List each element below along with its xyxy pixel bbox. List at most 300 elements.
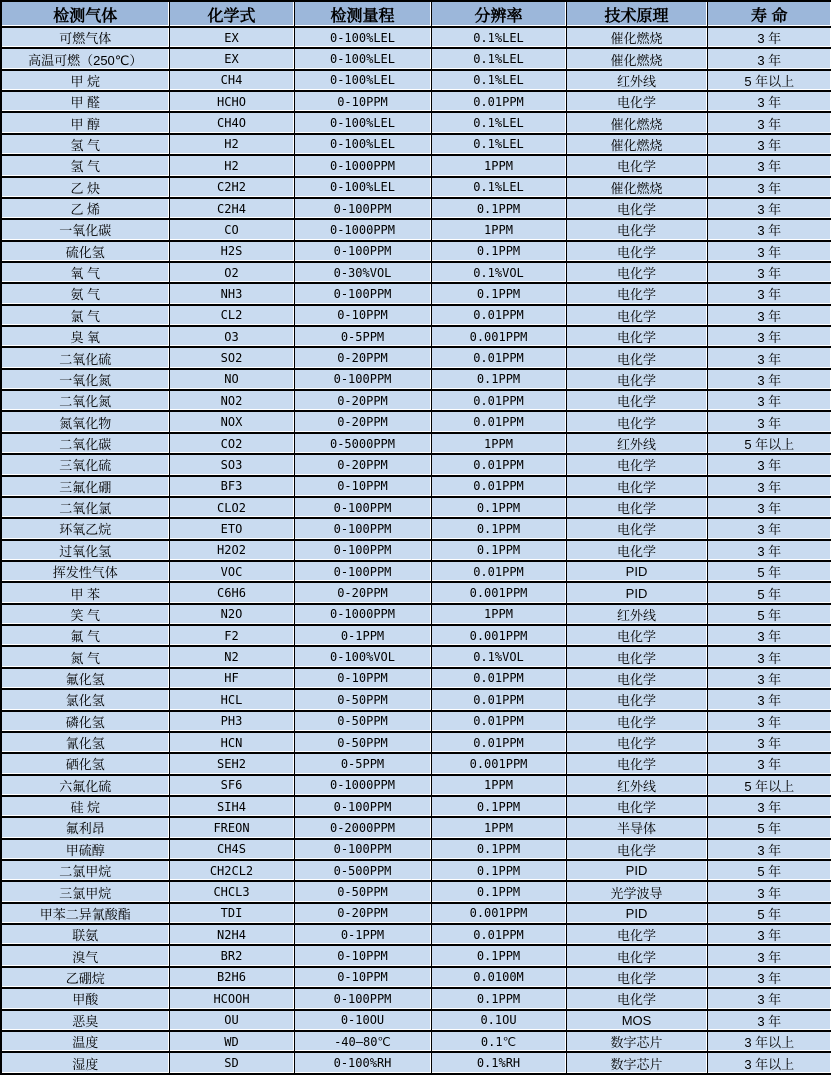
cell-chemical-formula: SF6 <box>169 775 294 796</box>
cell-resolution: 0.1%LEL <box>431 112 566 133</box>
cell-chemical-formula: HF <box>169 668 294 689</box>
cell-chemical-formula: O3 <box>169 326 294 347</box>
table-row <box>1 454 831 475</box>
cell-technology: 电化学 <box>566 155 707 176</box>
cell-lifespan: 5 年 <box>707 817 831 838</box>
cell-technology: 电化学 <box>566 711 707 732</box>
cell-lifespan: 5 年 <box>707 903 831 924</box>
table-row <box>1 540 831 561</box>
cell-detection-range: 0-100%LEL <box>294 70 431 91</box>
cell-technology: 半导体 <box>566 817 707 838</box>
cell-technology: 红外线 <box>566 70 707 91</box>
cell-lifespan: 3 年 <box>707 411 831 432</box>
cell-gas-name: 可燃气体 <box>1 27 169 48</box>
cell-chemical-formula: HCN <box>169 732 294 753</box>
cell-chemical-formula: CL2 <box>169 305 294 326</box>
cell-lifespan: 5 年 <box>707 561 831 582</box>
cell-resolution: 0.1%LEL <box>431 27 566 48</box>
table-row <box>1 112 831 133</box>
cell-detection-range: 0-10PPM <box>294 668 431 689</box>
cell-gas-name: 二氧化硫 <box>1 347 169 368</box>
cell-resolution: 0.1℃ <box>431 1031 566 1052</box>
cell-resolution: 0.01PPM <box>431 924 566 945</box>
cell-chemical-formula: H2S <box>169 241 294 262</box>
cell-lifespan: 5 年以上 <box>707 433 831 454</box>
cell-gas-name: 恶臭 <box>1 1010 169 1031</box>
table-row <box>1 305 831 326</box>
cell-technology: 电化学 <box>566 390 707 411</box>
cell-gas-name: 乙硼烷 <box>1 967 169 988</box>
table-row <box>1 411 831 432</box>
column-header-lifespan: 寿 命 <box>707 1 831 27</box>
cell-technology: 电化学 <box>566 625 707 646</box>
cell-resolution: 0.1OU <box>431 1010 566 1031</box>
cell-lifespan: 3 年以上 <box>707 1052 831 1074</box>
table-row <box>1 326 831 347</box>
cell-chemical-formula: C2H4 <box>169 198 294 219</box>
cell-gas-name: 氟化氢 <box>1 668 169 689</box>
table-row <box>1 27 831 48</box>
cell-lifespan: 3 年 <box>707 305 831 326</box>
table-row <box>1 582 831 603</box>
cell-technology: 催化燃烧 <box>566 177 707 198</box>
cell-resolution: 0.01PPM <box>431 347 566 368</box>
cell-detection-range: 0-10OU <box>294 1010 431 1031</box>
cell-resolution: 0.01PPM <box>431 476 566 497</box>
cell-lifespan: 3 年 <box>707 839 831 860</box>
cell-lifespan: 5 年 <box>707 860 831 881</box>
cell-lifespan: 3 年 <box>707 369 831 390</box>
cell-detection-range: 0-100PPM <box>294 198 431 219</box>
column-header-gas-name: 检测气体 <box>1 1 169 27</box>
table-row <box>1 155 831 176</box>
table-row <box>1 988 831 1009</box>
cell-gas-name: 乙 烯 <box>1 198 169 219</box>
cell-resolution: 0.1PPM <box>431 945 566 966</box>
cell-chemical-formula: CO2 <box>169 433 294 454</box>
cell-gas-name: 甲 醛 <box>1 91 169 112</box>
cell-lifespan: 3 年 <box>707 177 831 198</box>
header-row <box>1 1 831 27</box>
cell-detection-range: 0-10PPM <box>294 967 431 988</box>
table-row <box>1 945 831 966</box>
cell-chemical-formula: BR2 <box>169 945 294 966</box>
column-header-resolution: 分辨率 <box>431 1 566 27</box>
table-row <box>1 1010 831 1031</box>
cell-resolution: 0.001PPM <box>431 582 566 603</box>
cell-chemical-formula: H2 <box>169 155 294 176</box>
cell-lifespan: 3 年 <box>707 988 831 1009</box>
table-body <box>1 27 831 1074</box>
cell-resolution: 1PPM <box>431 604 566 625</box>
cell-gas-name: 一氧化碳 <box>1 219 169 240</box>
cell-detection-range: 0-20PPM <box>294 582 431 603</box>
cell-lifespan: 3 年 <box>707 668 831 689</box>
cell-chemical-formula: NOX <box>169 411 294 432</box>
cell-chemical-formula: WD <box>169 1031 294 1052</box>
table-row <box>1 711 831 732</box>
table-row <box>1 476 831 497</box>
cell-technology: 电化学 <box>566 283 707 304</box>
cell-chemical-formula: BF3 <box>169 476 294 497</box>
cell-gas-name: 氰化氢 <box>1 732 169 753</box>
cell-detection-range: 0-30%VOL <box>294 262 431 283</box>
cell-chemical-formula: TDI <box>169 903 294 924</box>
cell-technology: 电化学 <box>566 241 707 262</box>
cell-detection-range: 0-10PPM <box>294 305 431 326</box>
cell-gas-name: 硫化氢 <box>1 241 169 262</box>
cell-resolution: 1PPM <box>431 219 566 240</box>
cell-lifespan: 3 年以上 <box>707 1031 831 1052</box>
cell-resolution: 0.1PPM <box>431 988 566 1009</box>
cell-chemical-formula: SEH2 <box>169 753 294 774</box>
cell-detection-range: 0-2000PPM <box>294 817 431 838</box>
cell-lifespan: 3 年 <box>707 497 831 518</box>
cell-chemical-formula: ETO <box>169 518 294 539</box>
cell-lifespan: 3 年 <box>707 155 831 176</box>
cell-gas-name: 二氧化氮 <box>1 390 169 411</box>
cell-lifespan: 3 年 <box>707 1010 831 1031</box>
cell-technology: 数字芯片 <box>566 1031 707 1052</box>
cell-technology: 催化燃烧 <box>566 112 707 133</box>
cell-lifespan: 5 年 <box>707 604 831 625</box>
cell-resolution: 0.01PPM <box>431 411 566 432</box>
cell-chemical-formula: SO2 <box>169 347 294 368</box>
cell-resolution: 0.001PPM <box>431 625 566 646</box>
table-row <box>1 134 831 155</box>
cell-detection-range: 0-100%RH <box>294 1052 431 1074</box>
cell-detection-range: 0-1PPM <box>294 625 431 646</box>
cell-technology: 催化燃烧 <box>566 134 707 155</box>
cell-gas-name: 二氯甲烷 <box>1 860 169 881</box>
cell-technology: 催化燃烧 <box>566 27 707 48</box>
table-row <box>1 625 831 646</box>
table-row <box>1 177 831 198</box>
cell-lifespan: 3 年 <box>707 454 831 475</box>
cell-resolution: 0.1PPM <box>431 198 566 219</box>
cell-technology: 电化学 <box>566 796 707 817</box>
cell-gas-name: 高温可燃（250℃） <box>1 48 169 69</box>
cell-gas-name: 甲硫醇 <box>1 839 169 860</box>
cell-technology: 电化学 <box>566 646 707 667</box>
cell-chemical-formula: OU <box>169 1010 294 1031</box>
cell-detection-range: 0-100PPM <box>294 241 431 262</box>
table-row <box>1 1052 831 1074</box>
cell-detection-range: -40—80℃ <box>294 1031 431 1052</box>
table-row <box>1 198 831 219</box>
cell-chemical-formula: C2H2 <box>169 177 294 198</box>
table-row <box>1 796 831 817</box>
cell-detection-range: 0-500PPM <box>294 860 431 881</box>
table-row <box>1 924 831 945</box>
cell-lifespan: 3 年 <box>707 796 831 817</box>
cell-detection-range: 0-100%LEL <box>294 112 431 133</box>
cell-resolution: 1PPM <box>431 775 566 796</box>
cell-detection-range: 0-20PPM <box>294 390 431 411</box>
cell-resolution: 0.01PPM <box>431 689 566 710</box>
cell-lifespan: 3 年 <box>707 91 831 112</box>
cell-technology: 电化学 <box>566 839 707 860</box>
cell-gas-name: 甲 醇 <box>1 112 169 133</box>
cell-detection-range: 0-100PPM <box>294 839 431 860</box>
cell-technology: 电化学 <box>566 476 707 497</box>
cell-lifespan: 3 年 <box>707 646 831 667</box>
cell-detection-range: 0-1000PPM <box>294 604 431 625</box>
cell-gas-name: 氨 气 <box>1 283 169 304</box>
cell-technology: 电化学 <box>566 347 707 368</box>
cell-resolution: 0.1PPM <box>431 860 566 881</box>
cell-lifespan: 3 年 <box>707 198 831 219</box>
cell-detection-range: 0-100PPM <box>294 561 431 582</box>
cell-resolution: 0.001PPM <box>431 326 566 347</box>
cell-technology: 电化学 <box>566 988 707 1009</box>
cell-gas-name: 臭 氧 <box>1 326 169 347</box>
cell-gas-name: 环氧乙烷 <box>1 518 169 539</box>
cell-detection-range: 0-5PPM <box>294 326 431 347</box>
cell-detection-range: 0-50PPM <box>294 711 431 732</box>
cell-detection-range: 0-1PPM <box>294 924 431 945</box>
cell-chemical-formula: NO <box>169 369 294 390</box>
cell-chemical-formula: NO2 <box>169 390 294 411</box>
cell-resolution: 0.1%LEL <box>431 177 566 198</box>
cell-lifespan: 3 年 <box>707 945 831 966</box>
cell-chemical-formula: EX <box>169 48 294 69</box>
cell-resolution: 0.1PPM <box>431 241 566 262</box>
table-row <box>1 1031 831 1052</box>
cell-lifespan: 3 年 <box>707 476 831 497</box>
cell-technology: 电化学 <box>566 668 707 689</box>
cell-gas-name: 氢 气 <box>1 155 169 176</box>
cell-chemical-formula: CH4S <box>169 839 294 860</box>
cell-technology: 电化学 <box>566 454 707 475</box>
cell-technology: 电化学 <box>566 369 707 390</box>
table-row <box>1 433 831 454</box>
cell-chemical-formula: VOC <box>169 561 294 582</box>
cell-detection-range: 0-100PPM <box>294 988 431 1009</box>
cell-detection-range: 0-50PPM <box>294 689 431 710</box>
cell-chemical-formula: N2O <box>169 604 294 625</box>
table-row <box>1 753 831 774</box>
cell-technology: 电化学 <box>566 518 707 539</box>
cell-gas-name: 湿度 <box>1 1052 169 1074</box>
cell-detection-range: 0-20PPM <box>294 903 431 924</box>
cell-resolution: 0.01PPM <box>431 668 566 689</box>
cell-lifespan: 3 年 <box>707 283 831 304</box>
cell-technology: 电化学 <box>566 753 707 774</box>
cell-chemical-formula: CHCL3 <box>169 881 294 902</box>
cell-resolution: 0.01PPM <box>431 454 566 475</box>
cell-lifespan: 3 年 <box>707 390 831 411</box>
cell-technology: 电化学 <box>566 91 707 112</box>
table-row <box>1 604 831 625</box>
cell-resolution: 0.01PPM <box>431 711 566 732</box>
table-row <box>1 219 831 240</box>
cell-resolution: 0.01PPM <box>431 390 566 411</box>
cell-chemical-formula: B2H6 <box>169 967 294 988</box>
cell-lifespan: 3 年 <box>707 881 831 902</box>
cell-lifespan: 3 年 <box>707 27 831 48</box>
cell-resolution: 1PPM <box>431 433 566 454</box>
cell-gas-name: 氟利昂 <box>1 817 169 838</box>
table-row <box>1 561 831 582</box>
cell-detection-range: 0-100%LEL <box>294 27 431 48</box>
cell-lifespan: 3 年 <box>707 732 831 753</box>
table-row <box>1 390 831 411</box>
cell-resolution: 0.1PPM <box>431 518 566 539</box>
table-row <box>1 860 831 881</box>
cell-gas-name: 六氟化硫 <box>1 775 169 796</box>
cell-lifespan: 3 年 <box>707 711 831 732</box>
cell-chemical-formula: EX <box>169 27 294 48</box>
cell-technology: 电化学 <box>566 326 707 347</box>
table-row <box>1 689 831 710</box>
cell-detection-range: 0-20PPM <box>294 454 431 475</box>
cell-chemical-formula: FREON <box>169 817 294 838</box>
cell-detection-range: 0-50PPM <box>294 732 431 753</box>
cell-resolution: 0.001PPM <box>431 753 566 774</box>
cell-gas-name: 三氟化硼 <box>1 476 169 497</box>
cell-detection-range: 0-100PPM <box>294 283 431 304</box>
cell-chemical-formula: HCOOH <box>169 988 294 1009</box>
cell-technology: MOS <box>566 1010 707 1031</box>
cell-detection-range: 0-5000PPM <box>294 433 431 454</box>
cell-chemical-formula: H2O2 <box>169 540 294 561</box>
cell-chemical-formula: CH4 <box>169 70 294 91</box>
cell-resolution: 0.1PPM <box>431 839 566 860</box>
table-row <box>1 839 831 860</box>
cell-lifespan: 3 年 <box>707 753 831 774</box>
cell-technology: 电化学 <box>566 305 707 326</box>
cell-resolution: 0.1PPM <box>431 881 566 902</box>
cell-resolution: 1PPM <box>431 817 566 838</box>
cell-lifespan: 3 年 <box>707 326 831 347</box>
table-row <box>1 283 831 304</box>
cell-gas-name: 溴气 <box>1 945 169 966</box>
cell-resolution: 0.1%LEL <box>431 134 566 155</box>
cell-technology: 电化学 <box>566 262 707 283</box>
table-row <box>1 817 831 838</box>
cell-technology: 光学波导 <box>566 881 707 902</box>
cell-resolution: 0.1PPM <box>431 540 566 561</box>
cell-gas-name: 甲 烷 <box>1 70 169 91</box>
cell-lifespan: 3 年 <box>707 112 831 133</box>
cell-lifespan: 3 年 <box>707 262 831 283</box>
cell-chemical-formula: HCHO <box>169 91 294 112</box>
table-row <box>1 967 831 988</box>
cell-gas-name: 二氧化碳 <box>1 433 169 454</box>
cell-gas-name: 二氧化氯 <box>1 497 169 518</box>
cell-technology: 电化学 <box>566 497 707 518</box>
cell-detection-range: 0-100PPM <box>294 796 431 817</box>
cell-gas-name: 温度 <box>1 1031 169 1052</box>
table-row <box>1 775 831 796</box>
cell-detection-range: 0-100%LEL <box>294 134 431 155</box>
cell-detection-range: 0-20PPM <box>294 347 431 368</box>
cell-technology: 红外线 <box>566 604 707 625</box>
cell-resolution: 0.1PPM <box>431 369 566 390</box>
table-header <box>1 1 831 27</box>
cell-resolution: 0.01PPM <box>431 91 566 112</box>
table-row <box>1 518 831 539</box>
cell-chemical-formula: C6H6 <box>169 582 294 603</box>
cell-gas-name: 硅 烷 <box>1 796 169 817</box>
cell-resolution: 0.1PPM <box>431 796 566 817</box>
cell-technology: PID <box>566 582 707 603</box>
cell-detection-range: 0-100%LEL <box>294 48 431 69</box>
cell-gas-name: 氢 气 <box>1 134 169 155</box>
table-row <box>1 347 831 368</box>
cell-lifespan: 5 年以上 <box>707 70 831 91</box>
cell-detection-range: 0-10PPM <box>294 91 431 112</box>
cell-lifespan: 5 年以上 <box>707 775 831 796</box>
cell-chemical-formula: CH4O <box>169 112 294 133</box>
cell-chemical-formula: HCL <box>169 689 294 710</box>
column-header-chemical-formula: 化学式 <box>169 1 294 27</box>
cell-gas-name: 笑 气 <box>1 604 169 625</box>
cell-detection-range: 0-100PPM <box>294 518 431 539</box>
column-header-detection-range: 检测量程 <box>294 1 431 27</box>
cell-technology: 催化燃烧 <box>566 48 707 69</box>
cell-detection-range: 0-50PPM <box>294 881 431 902</box>
cell-technology: 电化学 <box>566 732 707 753</box>
cell-technology: 电化学 <box>566 689 707 710</box>
table-row <box>1 646 831 667</box>
cell-chemical-formula: CH2CL2 <box>169 860 294 881</box>
cell-gas-name: 三氯甲烷 <box>1 881 169 902</box>
cell-gas-name: 氯 气 <box>1 305 169 326</box>
cell-lifespan: 3 年 <box>707 347 831 368</box>
cell-gas-name: 甲 苯 <box>1 582 169 603</box>
cell-technology: PID <box>566 561 707 582</box>
cell-gas-name: 过氧化氢 <box>1 540 169 561</box>
cell-technology: 电化学 <box>566 198 707 219</box>
cell-resolution: 0.1%RH <box>431 1052 566 1074</box>
cell-chemical-formula: F2 <box>169 625 294 646</box>
table-row <box>1 70 831 91</box>
cell-gas-name: 氮 气 <box>1 646 169 667</box>
cell-technology: 红外线 <box>566 433 707 454</box>
cell-resolution: 0.1%LEL <box>431 48 566 69</box>
cell-gas-name: 氮氧化物 <box>1 411 169 432</box>
cell-technology: PID <box>566 903 707 924</box>
cell-gas-name: 磷化氢 <box>1 711 169 732</box>
table-row <box>1 881 831 902</box>
cell-lifespan: 3 年 <box>707 219 831 240</box>
cell-lifespan: 3 年 <box>707 540 831 561</box>
cell-gas-name: 硒化氢 <box>1 753 169 774</box>
cell-technology: 电化学 <box>566 219 707 240</box>
cell-resolution: 0.1PPM <box>431 497 566 518</box>
cell-gas-name: 三氧化硫 <box>1 454 169 475</box>
cell-chemical-formula: PH3 <box>169 711 294 732</box>
cell-technology: 电化学 <box>566 967 707 988</box>
table-row <box>1 732 831 753</box>
cell-lifespan: 3 年 <box>707 134 831 155</box>
table-row <box>1 497 831 518</box>
cell-chemical-formula: H2 <box>169 134 294 155</box>
cell-detection-range: 0-100%LEL <box>294 177 431 198</box>
cell-resolution: 0.1%VOL <box>431 646 566 667</box>
cell-resolution: 0.1%LEL <box>431 70 566 91</box>
cell-technology: PID <box>566 860 707 881</box>
cell-detection-range: 0-1000PPM <box>294 219 431 240</box>
cell-technology: 红外线 <box>566 775 707 796</box>
cell-detection-range: 0-10PPM <box>294 476 431 497</box>
column-header-technology: 技术原理 <box>566 1 707 27</box>
cell-lifespan: 3 年 <box>707 625 831 646</box>
cell-gas-name: 氧 气 <box>1 262 169 283</box>
cell-detection-range: 0-1000PPM <box>294 155 431 176</box>
